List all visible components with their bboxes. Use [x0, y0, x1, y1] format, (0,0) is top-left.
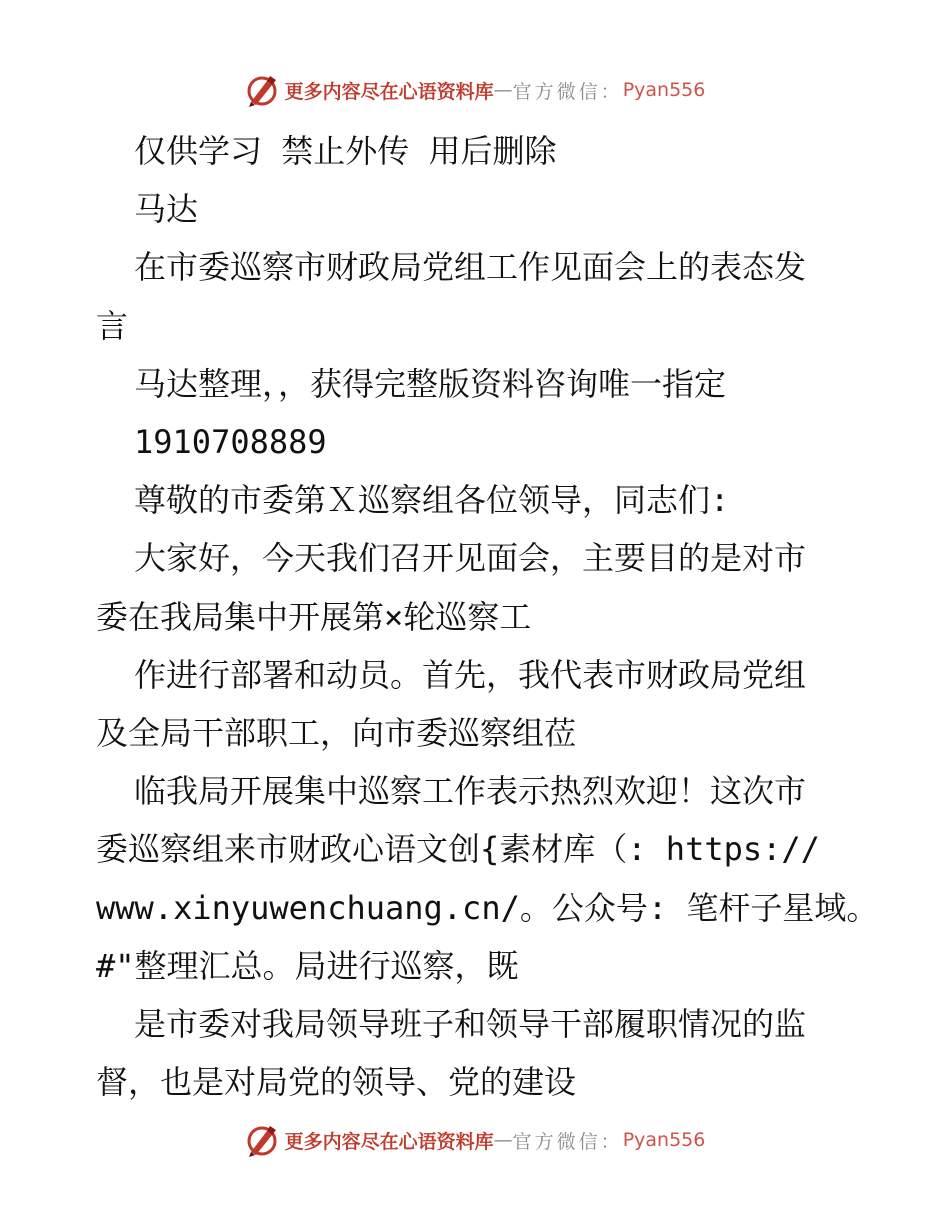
text-line: 大家好，今天我们召开见面会，主要目的是对市 — [134, 539, 807, 578]
banner — [245, 72, 706, 108]
text-line: 督，也是对局党的领导、党的建设 — [96, 1063, 577, 1102]
header-banner — [0, 70, 950, 110]
text-line: www.xinyuwenchuang.cn/。公众号: 笔杆子星域。 — [96, 888, 879, 927]
footer-banner — [0, 1120, 950, 1160]
pen-logo-icon — [245, 1122, 281, 1158]
text-line: 马达 — [134, 190, 199, 229]
text-line: 尊敬的市委第Ｘ巡察组各位领导，同志们: — [134, 481, 730, 520]
banner-official-label: 官方微信： — [512, 80, 623, 103]
text-line: #"整理汇总。局进行巡察，既 — [96, 946, 519, 985]
text-line: 在市委巡察市财政局党组工作见面会上的表态发 — [134, 248, 807, 287]
text-line: 临我局开展集中巡察工作表示热烈欢迎！这次市 — [134, 772, 807, 811]
text-line: 言 — [96, 306, 129, 345]
banner-wechat-id: Pyan556 — [622, 79, 706, 101]
banner — [245, 1122, 706, 1158]
text-line: 1910708889 — [134, 423, 327, 462]
text-line: 及全局干部职工，向市委巡察组莅 — [96, 714, 577, 753]
pen-logo-icon — [245, 72, 281, 108]
banner-official-label: 官方微信： — [512, 1130, 623, 1153]
banner-separator: — — [493, 79, 513, 101]
text-line: 委在我局集中开展第×轮巡察工 — [96, 597, 532, 636]
text-line: 马达整理，，获得完整版资料咨询唯一指定 — [134, 364, 727, 403]
banner-separator: — — [493, 1129, 513, 1151]
text-line: 作进行部署和动员。首先，我代表市财政局党组 — [134, 655, 807, 694]
banner-main-text: 更多内容尽在心语资料库 — [284, 80, 494, 103]
text-line: 委巡察组来市财政心语文创{素材库（: https:// — [96, 830, 820, 869]
banner-wechat-id: Pyan556 — [622, 1129, 706, 1151]
text-line: 是市委对我局领导班子和领导干部履职情况的监 — [134, 1005, 807, 1044]
text-line: 仅供学习 禁止外传 用后删除 — [134, 132, 557, 170]
banner-main-text: 更多内容尽在心语资料库 — [284, 1130, 494, 1153]
document-body — [96, 122, 879, 1111]
